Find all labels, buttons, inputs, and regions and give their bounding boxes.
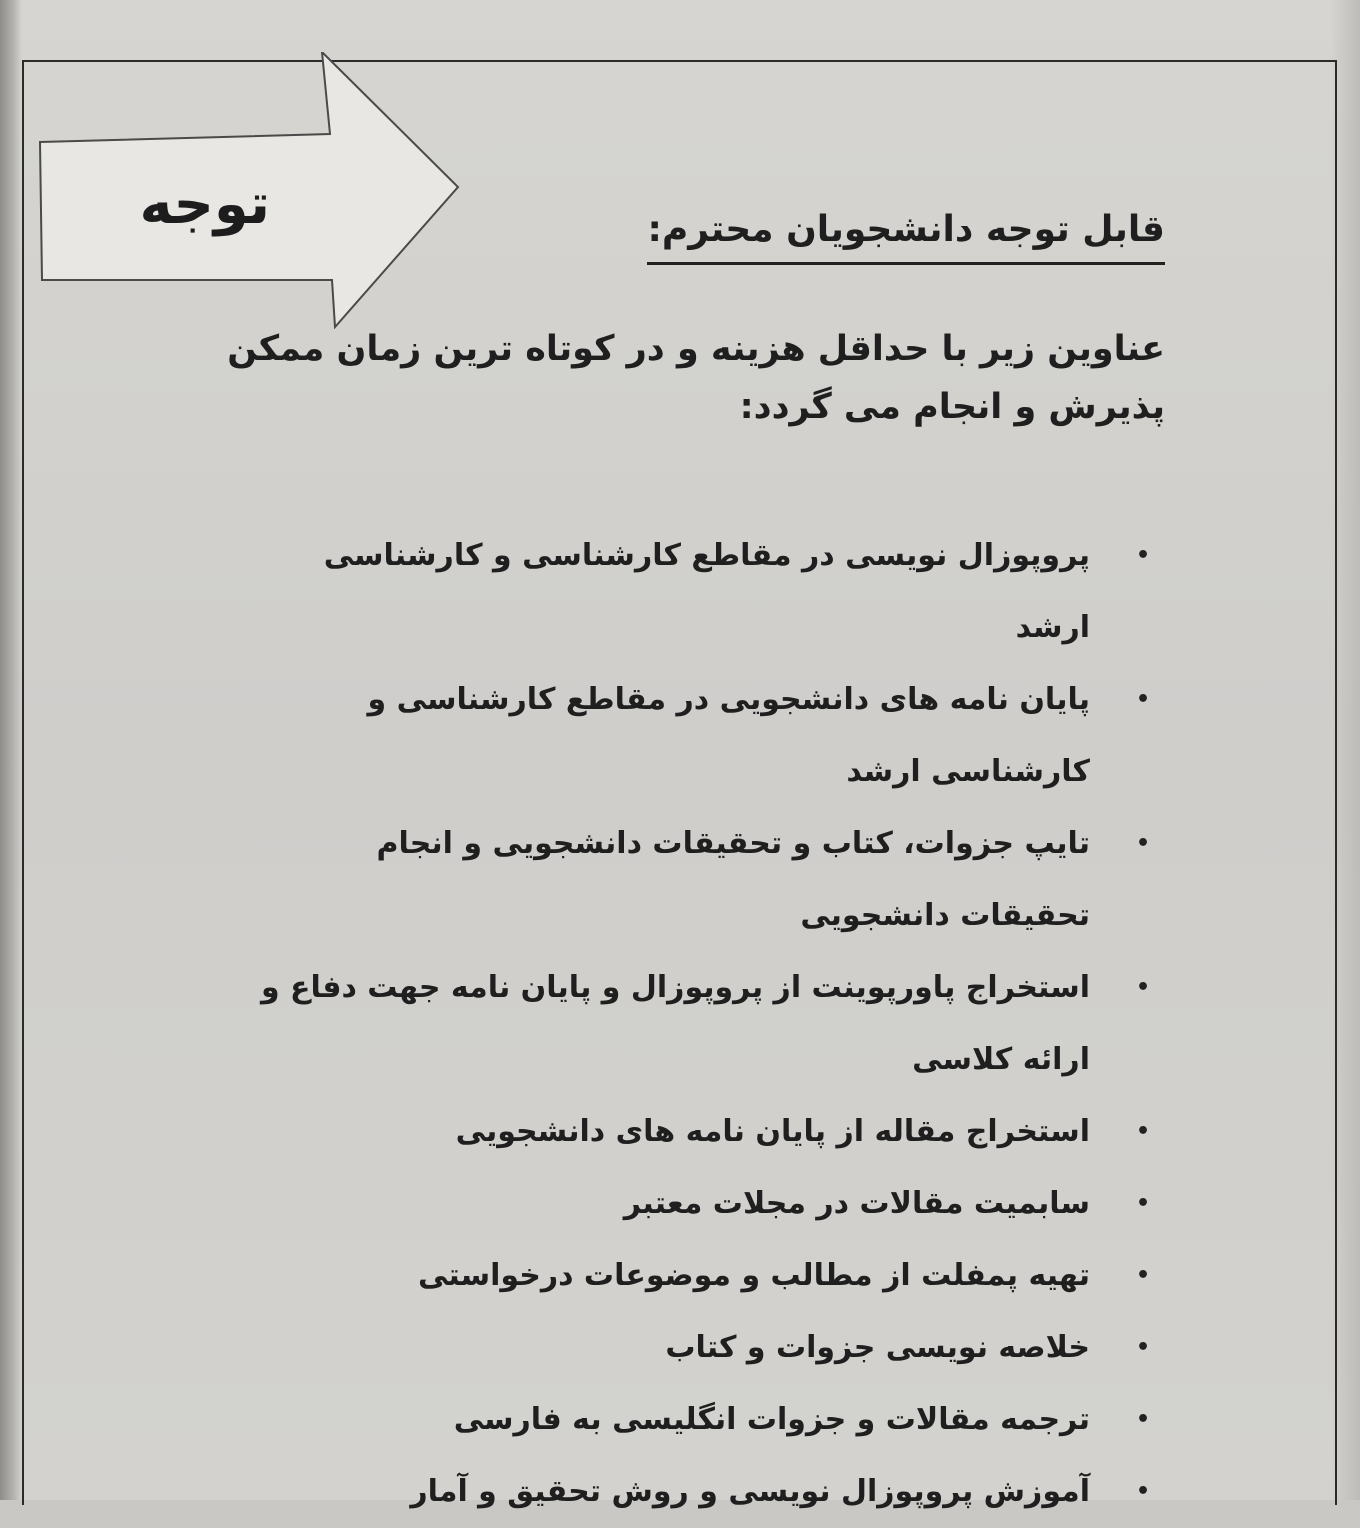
list-item-text: تایپ جزوات، کتاب و تحقیقات دانشجویی و انجام تحقیقات دانشجویی — [376, 826, 1090, 933]
list-item-text: ترجمه مقالات و جزوات انگلیسی به فارسی — [453, 1402, 1090, 1437]
list-item — [250, 952, 1150, 1096]
list-item — [250, 808, 1150, 952]
bullet-icon: • — [1135, 1407, 1150, 1432]
list-item — [250, 1456, 1150, 1528]
list-item-text: خلاصه نویسی جزوات و کتاب — [665, 1330, 1090, 1365]
bullet-icon: • — [1135, 543, 1150, 568]
list-item — [250, 1240, 1150, 1312]
list-item — [250, 664, 1150, 808]
page-title: قابل توجه دانشجویان محترم: — [647, 200, 1165, 265]
list-item — [250, 520, 1150, 664]
list-item-text: پایان نامه های دانشجویی در مقاطع کارشناسی و کارشناسی ارشد — [367, 682, 1090, 789]
list-item-text: آموزش پروپوزال نویسی و روش تحقیق و آمار — [410, 1474, 1090, 1509]
bullet-icon: • — [1135, 1119, 1150, 1144]
bullet-icon: • — [1135, 1335, 1150, 1360]
page-edge-shadow — [0, 0, 22, 1500]
list-item — [250, 1312, 1150, 1384]
bullet-icon: • — [1135, 1263, 1150, 1288]
attention-label: توجه — [139, 172, 270, 237]
list-item — [250, 1384, 1150, 1456]
list-item-text: استخراج مقاله از پایان نامه های دانشجویی — [455, 1114, 1090, 1149]
bullet-icon: • — [1135, 831, 1150, 856]
intro-paragraph: عناوین زیر با حداقل هزینه و در کوتاه ترین زمان ممکن پذیرش و انجام می گردد: — [227, 329, 1165, 427]
list-item-text: استخراج پاورپوینت از پروپوزال و پایان نامه جهت دفاع و ارائه کلاسی — [260, 970, 1090, 1077]
services-list — [250, 520, 1150, 1528]
bullet-icon: • — [1135, 975, 1150, 1000]
bullet-icon: • — [1135, 1479, 1150, 1504]
list-item-text: پروپوزال نویسی در مقاطع کارشناسی و کارشناسی ارشد — [323, 538, 1090, 645]
bullet-icon: • — [1135, 1191, 1150, 1216]
list-item — [250, 1168, 1150, 1240]
bullet-icon: • — [1135, 687, 1150, 712]
list-item-text: تهیه پمفلت از مطالب و موضوعات درخواستی — [418, 1258, 1090, 1293]
list-item — [250, 1096, 1150, 1168]
list-item-text: سابمیت مقالات در مجلات معتبر — [623, 1186, 1090, 1221]
